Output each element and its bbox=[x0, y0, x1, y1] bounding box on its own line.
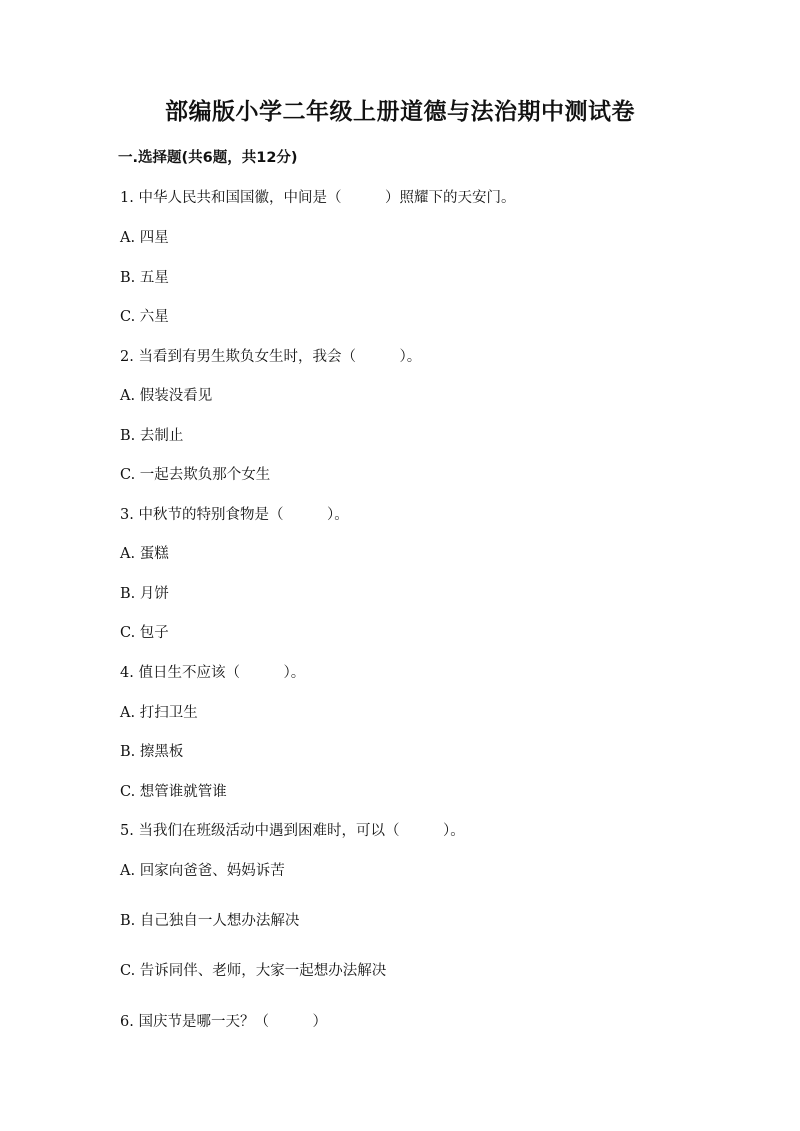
question-3-stem: 3. 中秋节的特别食物是（ ）。 bbox=[120, 507, 349, 523]
question-5-stem: 5. 当我们在班级活动中遇到困难时，可以（ ）。 bbox=[120, 823, 465, 839]
question-3-option-a: A. 蛋糕 bbox=[120, 546, 169, 562]
question-3-option-c: C. 包子 bbox=[120, 625, 169, 641]
page-title: 部编版小学二年级上册道德与法治期中测试卷 bbox=[165, 99, 635, 125]
question-4-stem: 4. 值日生不应该（ ）。 bbox=[120, 665, 306, 681]
question-4-option-c: C. 想管谁就管谁 bbox=[120, 784, 227, 800]
question-4-option-b: B. 擦黑板 bbox=[120, 744, 184, 760]
question-2-option-a: A. 假装没看见 bbox=[120, 388, 213, 404]
question-2-stem: 2. 当看到有男生欺负女生时，我会（ ）。 bbox=[120, 349, 422, 365]
question-1-option-a: A. 四星 bbox=[120, 230, 169, 246]
question-6-stem: 6. 国庆节是哪一天？（ ） bbox=[120, 1014, 327, 1030]
question-5-option-b: B. 自己独自一人想办法解决 bbox=[120, 913, 300, 929]
question-2-option-c: C. 一起去欺负那个女生 bbox=[120, 467, 271, 483]
question-2-option-b: B. 去制止 bbox=[120, 428, 184, 444]
question-1-option-c: C. 六星 bbox=[120, 309, 169, 325]
question-5-option-c: C. 告诉同伴、老师，大家一起想办法解决 bbox=[120, 963, 387, 979]
question-1-option-b: B. 五星 bbox=[120, 270, 169, 286]
question-5-option-a: A. 回家向爸爸、妈妈诉苦 bbox=[120, 863, 285, 879]
question-1-stem: 1. 中华人民共和国国徽，中间是（ ）照耀下的天安门。 bbox=[120, 190, 516, 206]
question-4-option-a: A. 打扫卫生 bbox=[120, 705, 198, 721]
question-3-option-b: B. 月饼 bbox=[120, 586, 169, 602]
section-heading: 一.选择题(共6题，共12分) bbox=[118, 150, 298, 166]
